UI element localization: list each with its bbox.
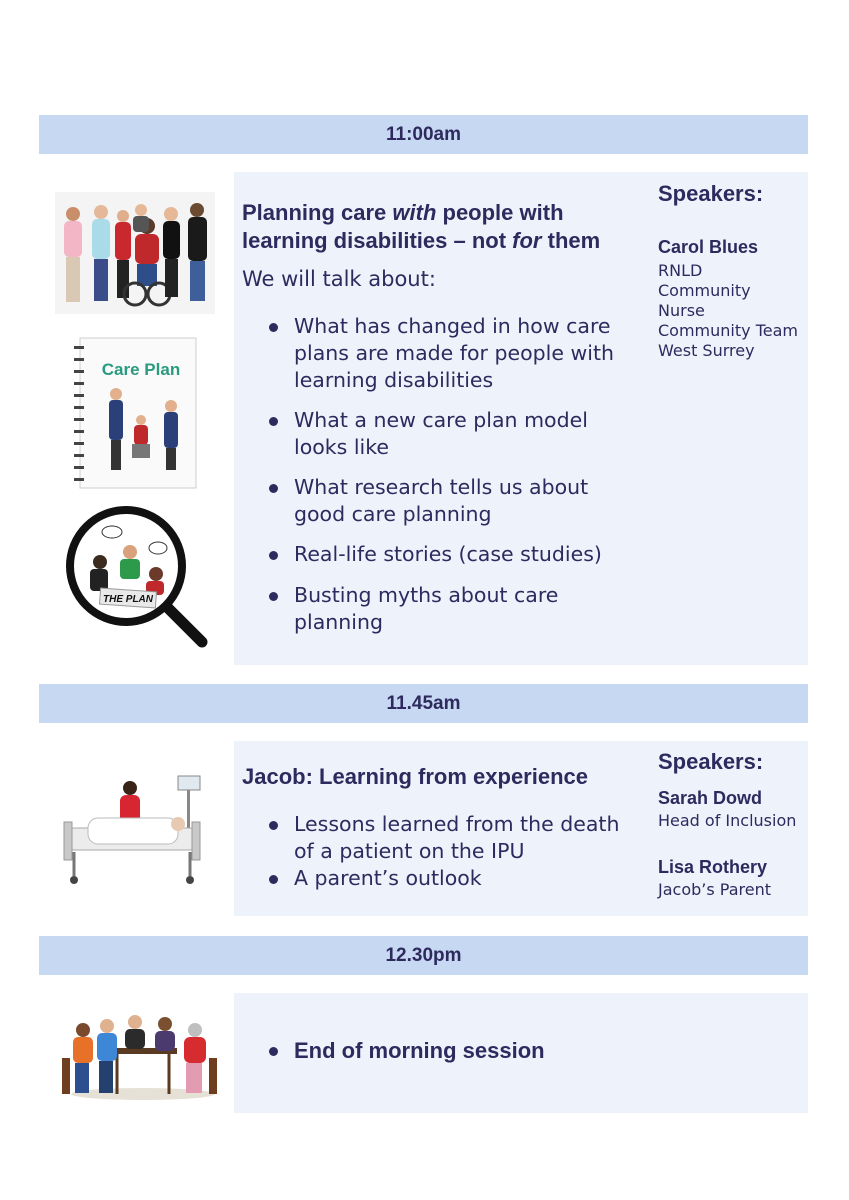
list-item: What has changed in how care plans are made for people with learning disabilities — [266, 313, 614, 394]
list-item: Busting myths about care planning — [266, 582, 614, 636]
session-panel-1145 — [234, 741, 808, 916]
list-item: Real-life stories (case studies) — [266, 541, 614, 568]
the-plan-label: THE PLAN — [103, 594, 153, 605]
session-title-line-1: Planning care with people with — [242, 200, 564, 225]
session-time: 11.45am — [386, 692, 461, 714]
time-bar-1100 — [39, 115, 808, 154]
magnifying-glass-icon — [64, 504, 209, 649]
topic-list — [266, 811, 619, 892]
hospital-bed-illustration — [60, 772, 208, 888]
topic-list — [266, 1037, 545, 1064]
speaker-role: Jacob’s Parent — [658, 880, 771, 899]
list-item: What research tells us about good care planning — [266, 474, 614, 528]
group-of-people-illustration — [55, 192, 215, 314]
session-intro: We will talk about: — [242, 267, 436, 291]
topic-list — [266, 313, 614, 636]
list-item: What a new care plan model looks like — [266, 407, 614, 461]
speaker-name: Lisa Rothery — [658, 857, 768, 877]
time-bar-1145 — [39, 684, 808, 723]
meeting-table-illustration — [57, 1008, 223, 1102]
session-title — [242, 199, 600, 255]
session-panel-1100 — [234, 172, 808, 665]
speakers-heading: Speakers: — [658, 181, 764, 206]
session-title-line-2: learning disabilities – not for them — [242, 228, 601, 253]
list-item: End of morning session — [266, 1037, 545, 1064]
speaker-role: Head of Inclusion — [658, 811, 797, 830]
speaker-name: Sarah Dowd — [658, 788, 763, 808]
list-item: Lessons learned from the death of a patient on the IPU — [266, 811, 619, 865]
speaker-name: Carol Blues — [658, 237, 759, 257]
session-time: 11:00am — [385, 123, 461, 145]
time-bar-1230 — [39, 936, 808, 975]
speakers-heading: Speakers: — [658, 749, 764, 774]
list-item: A parent’s outlook — [266, 865, 619, 892]
care-plan-book-title: Care Plan — [101, 360, 181, 379]
speaker-role: RNLD Community Nurse Community Team West Surrey — [658, 261, 798, 360]
session-time: 12.30pm — [385, 944, 462, 966]
care-plan-book-illustration — [74, 336, 199, 491]
session-title: Jacob: Learning from experience — [242, 764, 588, 789]
session-panel-1230 — [234, 993, 808, 1113]
